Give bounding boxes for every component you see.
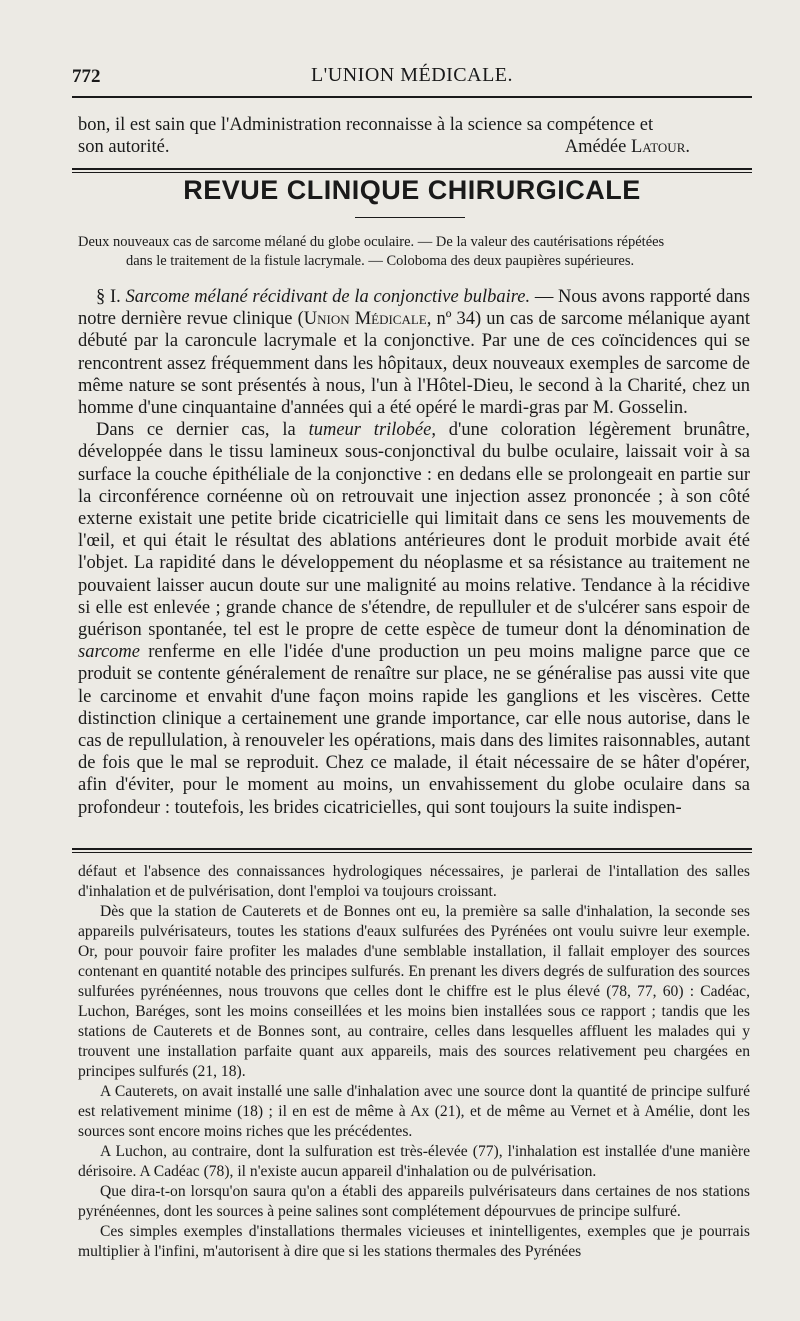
- header-rule: [72, 96, 752, 98]
- footnote-paragraph: défaut et l'absence des connaissances hydrologiques nécessaires, je parlerai de l'intallation des salles d'inhalation et de pulvérisation, dont l'emploi va toujours croissant.: [78, 863, 750, 900]
- section-title: REVUE CLINIQUE CHIRURGICALE: [183, 175, 641, 205]
- footnote-rule: [72, 848, 752, 850]
- subsection-title: Sarcome mélané récidivant de la conjonctive bulbaire.: [125, 287, 531, 307]
- footnote-paragraph: A Luchon, au contraire, dont la sulfuration est très-élevée (77), l'inhalation est installée d'une manière dérisoire. A Cadéac (78), il n'existe aucun appareil d'inhalation ou de pulvérisation.: [78, 1143, 750, 1180]
- footnote-block: [78, 862, 750, 1262]
- intro-line: bon, il est sain que l'Administration reconnaisse à la science sa compétence et: [78, 115, 654, 135]
- journal-reference: Union Médicale: [303, 309, 427, 330]
- summary-line: Deux nouveaux cas de sarcome mélané du globe oculaire. — De la valeur des cautérisations répétées: [78, 234, 665, 250]
- page-number: 772: [72, 66, 101, 87]
- intro-closing-words: son autorité.: [78, 137, 170, 158]
- paragraph: § I. Sarcome mélané récidivant de la conjonctive bulbaire. — Nous avons rapporté dans notre dernière revue clinique (Union Médicale, nº 34) un cas de sarcome mélanique ayant débuté par la caroncule lacrymale et la conjonctive. Par une de ces coïncidences qui se rencontrent assez fréquemment dans les hôpitaux, deux nouveaux exemples de sarcome de même nature se sont présentés à nous, l'un à l'Hôtel-Dieu, le second à la Charité, chez un homme d'une cinquantaine d'années qui a été opéré le mardi-gras par M. Gosselin.: [78, 287, 750, 419]
- footnote-paragraph: A Cauterets, on avait installé une salle d'inhalation avec une source dont la quantité de principe sulfuré est relativement minime (18) ; il en est de même à Ax (21), et de même au Vernet et à Amélie, dont les sources sont encore moins riches que les précédentes.: [78, 1083, 750, 1140]
- intro-closing-text: [78, 114, 750, 158]
- section-summary: [78, 233, 750, 271]
- footnote-paragraph: Dès que la station de Cauterets et de Bonnes ont eu, la première sa salle d'inhalation, la seconde ses appareils pulvérisateurs, toutes les stations d'eaux sulfurées des Pyrénées ont voulu suivre leur exemple. Or, pour pouvoir faire profiter les malades d'une semblable installation, il fallait employer des sources contenant en quantité notable des principes sulfurés. En prenant les divers degrés de sulfuration des sources sulfurées pyrénéennes, nous trouvons que celles dont le chiffre est le plus élevé (78, 77, 60) : Cadéac, Luchon, Baréges, sont les moins conseillées et les moins bien installées sous ce rapport ; tandis que les stations de Cauterets et de Bonnes sont, au contraire, celles dans lesquelles affluent les malades qui y trouvent une installation parfaite quant aux appareils, mais des sources relativement peu chargées en principes sulfurés (21, 18).: [78, 903, 750, 1080]
- page-header: [72, 62, 752, 92]
- paragraph: Dans ce dernier cas, la tumeur trilobée, d'une coloration légèrement brunâtre, développée dans le tissu lamineux sous-conjonctival du bulbe oculaire, laissait voir à sa surface la couche épithéliale de la conjonctive : en dedans elle se prolongeait en partie sur la circonférence cornéenne où on retrouvait une injection assez prononcée ; à son côté externe existait une petite bride cicatricielle qui limitait dans ce sens les mouvements de l'œil, et qui était le résultat des ablations antérieures dont le produit morbide avait été l'objet. La rapidité dans le développement du néoplasme et sa résistance au traitement ne pouvaient laisser aucun doute sur une malignité au moins relative. Tendance à la récidive si elle est enlevée ; grande chance de s'étendre, de repulluler et de s'ulcérer sans espoir de guérison spontanée, tel est le propre de cette espèce de tumeur dont la dénomination de sarcome renferme en elle l'idée d'une production un peu moins maligne parce que ce produit se contente généralement de renaître sur place, ne se généralise pas aussi vite que le carcinome et envahit d'une façon moins rapide les ganglions et les viscères. Cette distinction clinique a certainement une grande importance, car elle nous autorise, dans le cas de repullulation, à renouveler les opérations, mais dans des limites raisonnables, autant de fois que le mal se reproduit. Chez ce malade, il était nécessaire de se hâter d'opérer, afin d'éviter, pour le moment au moins, un envahissement du globe oculaire dans sa profondeur : toutefois, les brides cicatricielles, qui sont toujours la suite indispen-: [78, 420, 750, 818]
- footnote-paragraph: Que dira-t-on lorsqu'on saura qu'on a établi des appareils pulvérisateurs dans certaines de nos stations pyrénéennes, dont les sources à peine salines sont complétement dépourvues de principe sulfuré.: [78, 1183, 750, 1220]
- footnote-rule-thin: [72, 852, 752, 853]
- running-title: L'UNION MÉDICALE.: [310, 64, 514, 86]
- title-underline: [355, 217, 465, 218]
- author-signature: Amédée Latour.: [564, 137, 690, 158]
- signature-line: [78, 136, 750, 158]
- summary-line: dans le traitement de la fistule lacrymale. — Coloboma des deux paupières supérieures.: [126, 253, 635, 269]
- section-rule-top-thin: [72, 172, 752, 173]
- section-rule-top: [72, 168, 752, 170]
- section-mark: § I.: [96, 287, 121, 307]
- footnote-paragraph: Ces simples exemples d'installations thermales vicieuses et inintelligentes, exemples que je pourrais multiplier à l'infini, m'autorisent à dire que si les stations thermales des Pyrénées: [78, 1223, 750, 1260]
- article-body: [78, 286, 750, 819]
